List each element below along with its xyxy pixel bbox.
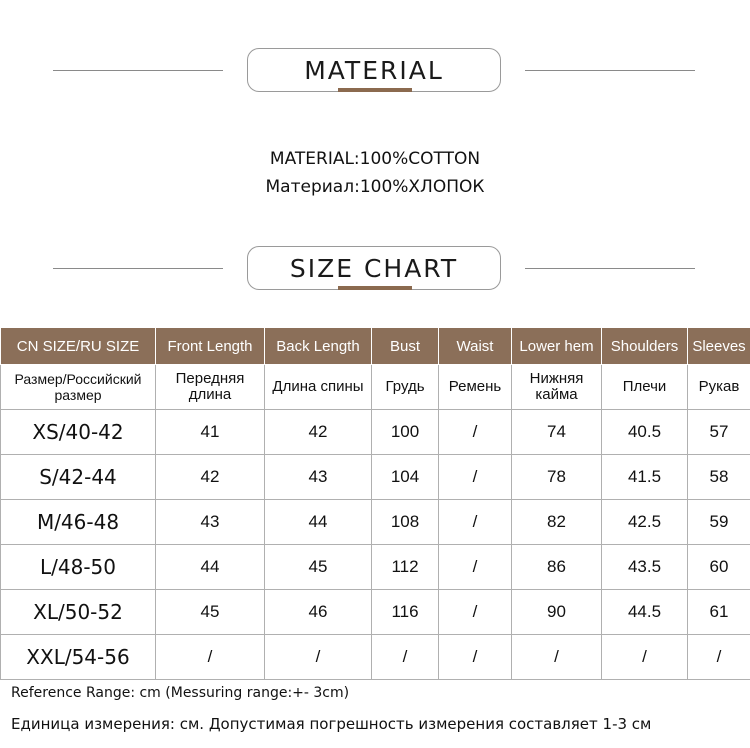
title-underline	[338, 286, 412, 290]
table-cell: 44	[156, 545, 265, 590]
header-divider-left	[53, 268, 223, 269]
table-cell: 100	[372, 410, 439, 455]
table-cell: 41.5	[602, 455, 688, 500]
table-cell: XS/40-42	[1, 410, 156, 455]
table-cell: /	[439, 590, 512, 635]
table-row	[1, 545, 750, 590]
table-cell: /	[439, 545, 512, 590]
col-header-bust-ru: Грудь	[372, 365, 439, 410]
measurement-notes	[11, 683, 746, 734]
material-section-header	[0, 48, 750, 94]
table-cell: 45	[265, 545, 372, 590]
table-cell: M/46-48	[1, 500, 156, 545]
table-row	[1, 500, 750, 545]
table-row	[1, 590, 750, 635]
table-cell: 60	[688, 545, 750, 590]
col-header-front-length-ru: Передняя длина	[156, 365, 265, 410]
col-header-back-length-ru: Длина спины	[265, 365, 372, 410]
table-cell: 116	[372, 590, 439, 635]
table-cell: 104	[372, 455, 439, 500]
col-header-size-ru: Размер/Российский размер	[1, 365, 156, 410]
header-row-ru	[1, 365, 750, 410]
table-cell: 108	[372, 500, 439, 545]
table-cell: 43.5	[602, 545, 688, 590]
table-cell: /	[372, 635, 439, 680]
size-chart-table	[0, 327, 750, 680]
table-cell: /	[265, 635, 372, 680]
header-divider-right	[525, 70, 695, 71]
table-cell: 43	[156, 500, 265, 545]
table-cell: /	[439, 410, 512, 455]
col-header-lower-hem-ru: Нижняя кайма	[512, 365, 602, 410]
col-header-bust: Bust	[372, 328, 439, 365]
table-row	[1, 455, 750, 500]
col-header-shoulders: Shoulders	[602, 328, 688, 365]
table-cell: /	[439, 455, 512, 500]
col-header-sleeves-ru: Рукав	[688, 365, 750, 410]
col-header-waist: Waist	[439, 328, 512, 365]
header-divider-right	[525, 268, 695, 269]
col-header-waist-ru: Ремень	[439, 365, 512, 410]
table-cell: 45	[156, 590, 265, 635]
table-cell: 42.5	[602, 500, 688, 545]
table-cell: 42	[156, 455, 265, 500]
table-cell: 59	[688, 500, 750, 545]
table-cell: /	[688, 635, 750, 680]
table-cell: 78	[512, 455, 602, 500]
table-cell: 46	[265, 590, 372, 635]
table-cell: 86	[512, 545, 602, 590]
table-cell: /	[439, 500, 512, 545]
col-header-lower-hem: Lower hem	[512, 328, 602, 365]
table-cell: XXL/54-56	[1, 635, 156, 680]
col-header-back-length: Back Length	[265, 328, 372, 365]
table-cell: S/42-44	[1, 455, 156, 500]
table-cell: XL/50-52	[1, 590, 156, 635]
material-info	[0, 145, 750, 201]
title-underline	[338, 88, 412, 92]
note-en: Reference Range: cm (Messuring range:+- 3cm)	[11, 685, 350, 701]
table-cell: 44.5	[602, 590, 688, 635]
table-row	[1, 635, 750, 680]
table-cell: 61	[688, 590, 750, 635]
header-divider-left	[53, 70, 223, 71]
col-header-front-length: Front Length	[156, 328, 265, 365]
table-cell: 57	[688, 410, 750, 455]
table-cell: 40.5	[602, 410, 688, 455]
table-cell: /	[439, 635, 512, 680]
table-cell: 42	[265, 410, 372, 455]
col-header-shoulders-ru: Плечи	[602, 365, 688, 410]
size-chart-title: SIZE CHART	[247, 246, 501, 290]
header-row-en	[1, 328, 750, 365]
table-cell: 112	[372, 545, 439, 590]
size-chart-section-header	[0, 246, 750, 292]
material-title: MATERIAL	[247, 48, 501, 92]
table-cell: /	[602, 635, 688, 680]
table-cell: 41	[156, 410, 265, 455]
table-cell: 74	[512, 410, 602, 455]
table-row	[1, 410, 750, 455]
table-cell: /	[512, 635, 602, 680]
col-header-size: CN SIZE/RU SIZE	[1, 328, 156, 365]
table-cell: 43	[265, 455, 372, 500]
material-en: MATERIAL:100%COTTON	[269, 149, 481, 169]
table-cell: /	[156, 635, 265, 680]
material-ru: Материал:100%ХЛОПОК	[265, 177, 485, 197]
table-cell: L/48-50	[1, 545, 156, 590]
col-header-sleeves: Sleeves	[688, 328, 750, 365]
table-cell: 44	[265, 500, 372, 545]
table-cell: 82	[512, 500, 602, 545]
note-ru: Единица измерения: см. Допустимая погрешность измерения составляет 1-3 см	[11, 715, 652, 733]
table-cell: 58	[688, 455, 750, 500]
table-cell: 90	[512, 590, 602, 635]
